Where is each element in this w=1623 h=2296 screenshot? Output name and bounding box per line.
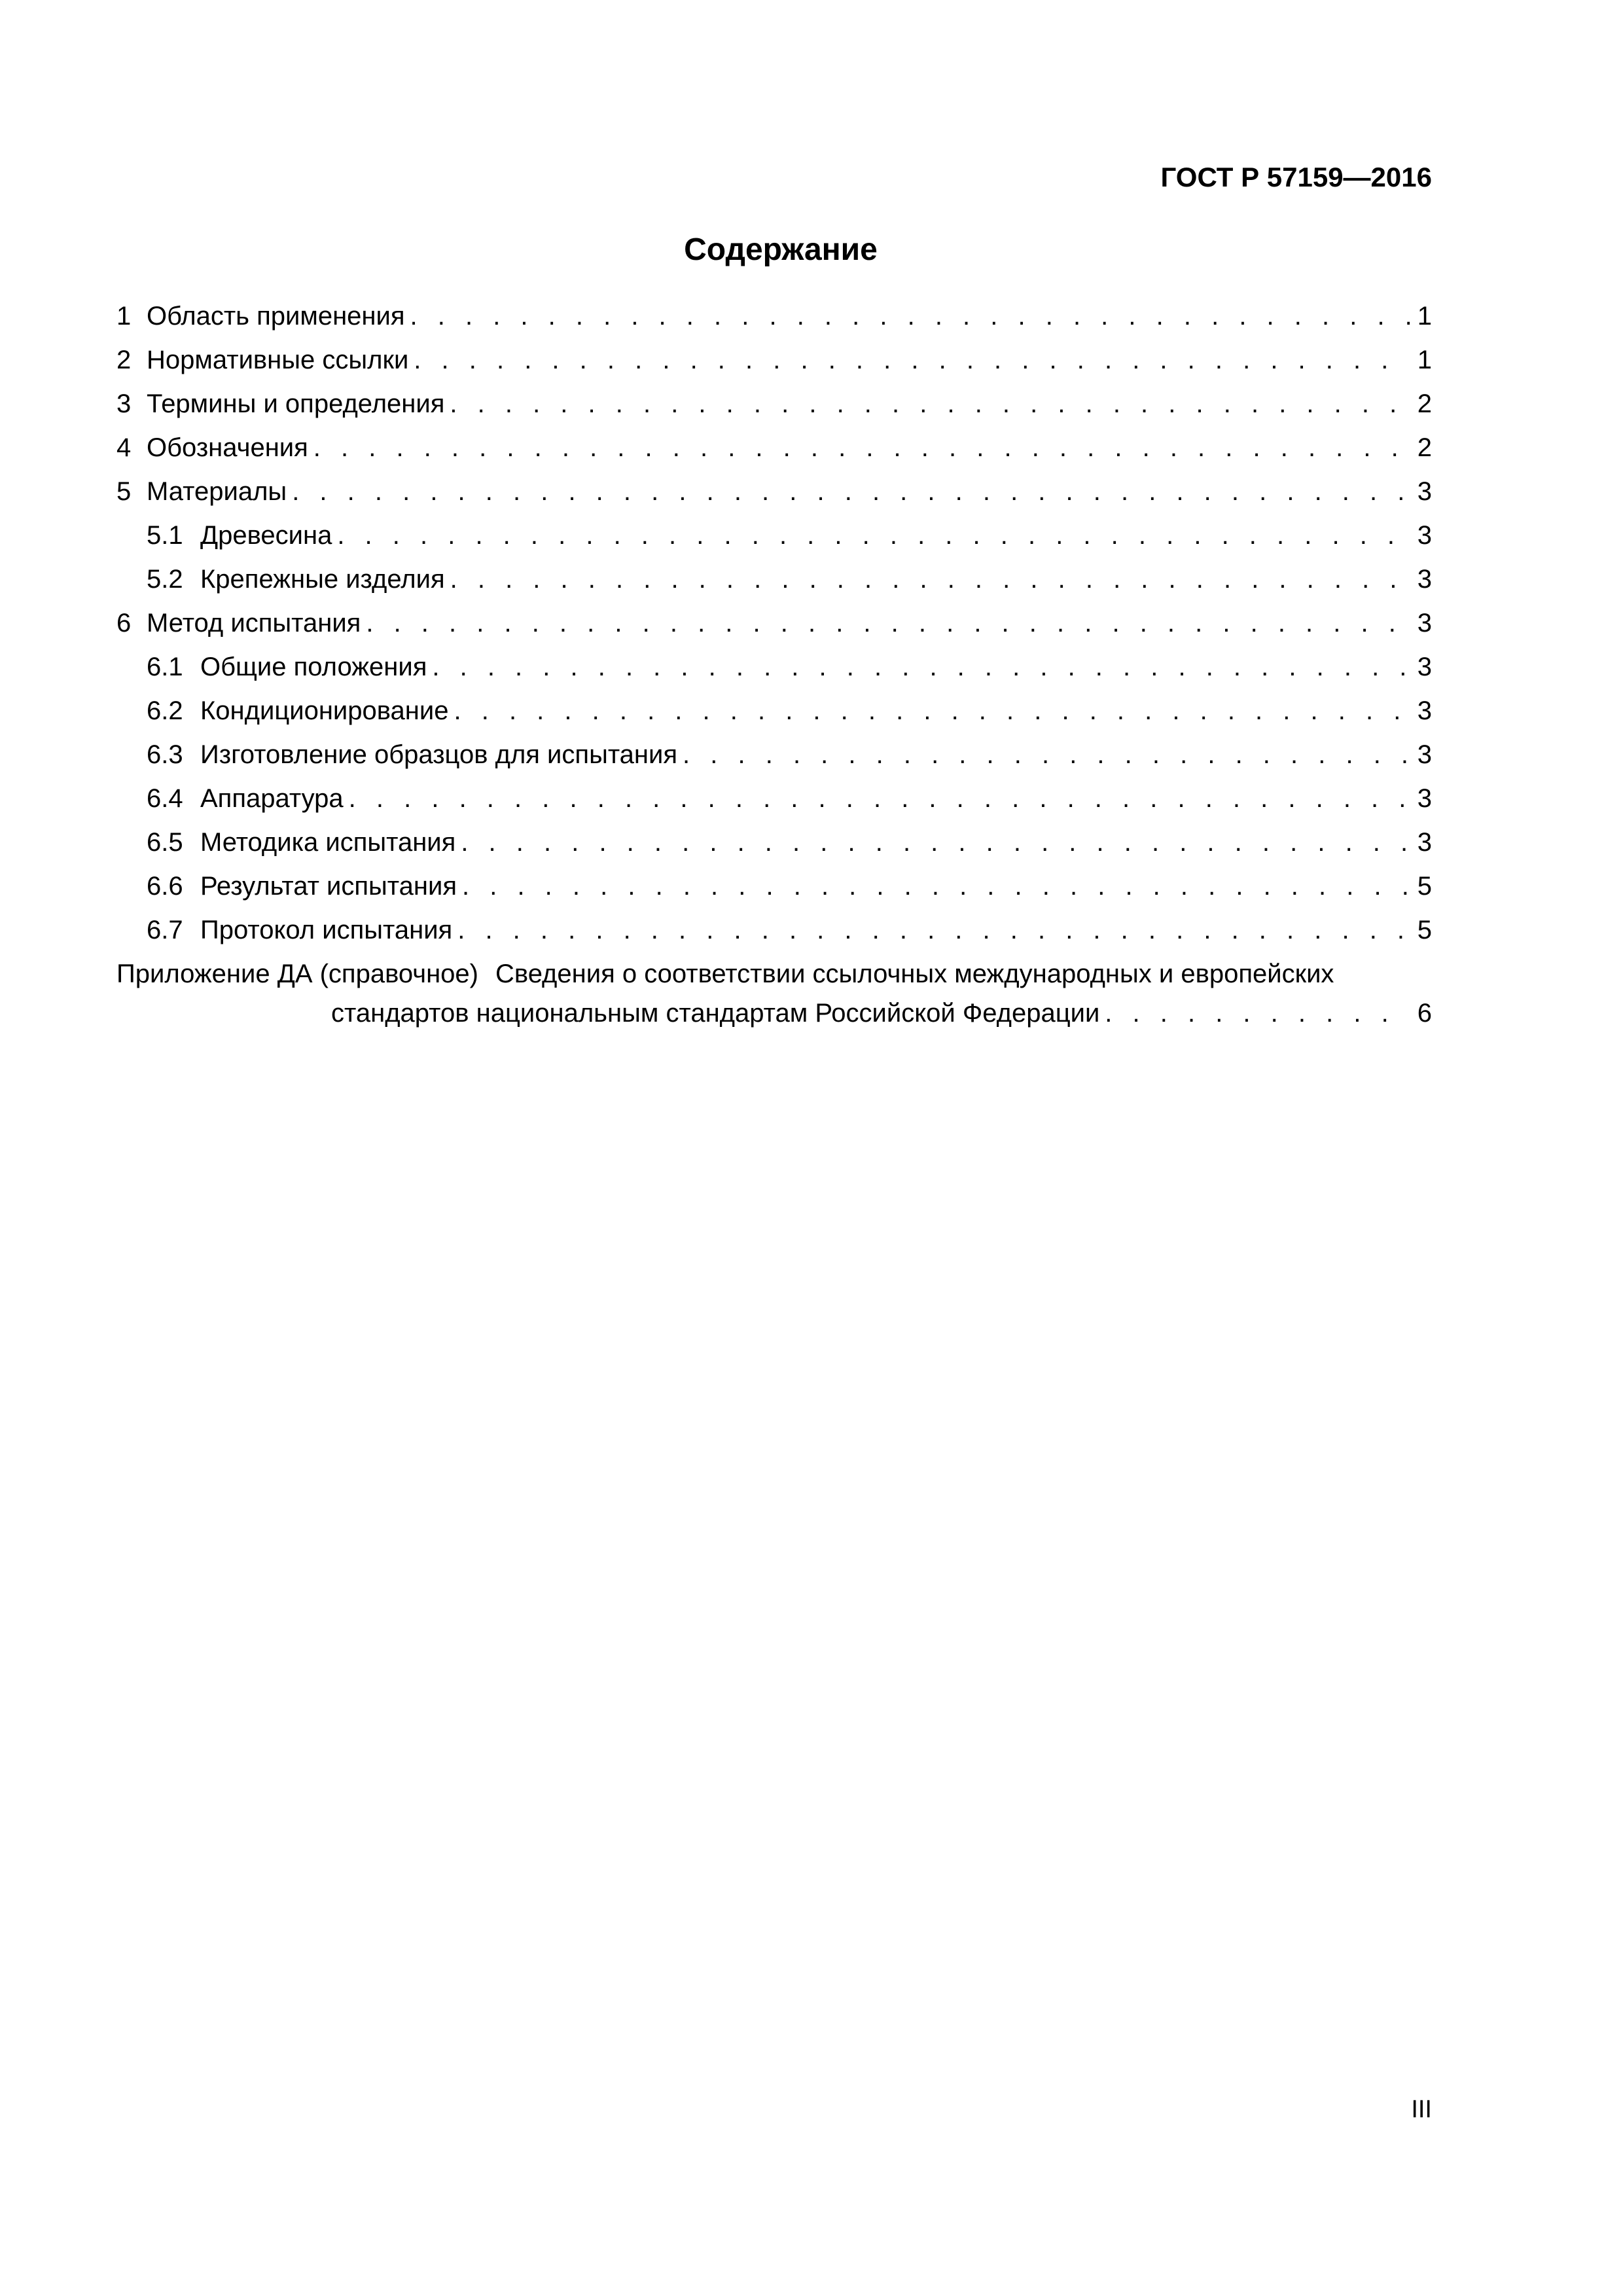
dot-leader bbox=[1105, 997, 1410, 1030]
toc-entry-number: 6.3 bbox=[147, 740, 183, 769]
toc-entry-title: Обозначения bbox=[147, 433, 308, 462]
dot-leader bbox=[450, 563, 1411, 596]
toc-entry-title: Кондиционирование bbox=[200, 696, 449, 725]
toc-entry-title: Общие положения bbox=[200, 653, 427, 681]
toc-appendix-continuation[interactable] bbox=[116, 997, 1432, 1036]
toc-entry-number: 1 bbox=[116, 302, 132, 331]
toc-entry-page: 3 bbox=[1417, 784, 1432, 813]
page-number: III bbox=[1411, 2096, 1432, 2123]
toc-entry[interactable] bbox=[116, 431, 1432, 475]
toc-entry-title: Нормативные ссылки bbox=[147, 346, 409, 374]
dot-leader bbox=[462, 870, 1411, 903]
toc-entry-number: 6.6 bbox=[147, 872, 183, 901]
dot-leader bbox=[292, 475, 1411, 508]
appendix-label: Приложение ДА (справочное) bbox=[116, 960, 478, 988]
toc-subentry[interactable] bbox=[116, 870, 1432, 914]
appendix-title-line2: стандартов национальным стандартам Российской Федерации bbox=[331, 999, 1100, 1028]
toc-entry-page: 6 bbox=[1417, 999, 1432, 1028]
toc-entry-page: 3 bbox=[1417, 609, 1432, 637]
toc-entry[interactable] bbox=[116, 300, 1432, 344]
toc-entry-title: Метод испытания bbox=[147, 609, 361, 637]
dot-leader bbox=[432, 651, 1410, 683]
toc-entry-page: 3 bbox=[1417, 653, 1432, 681]
dot-leader bbox=[366, 607, 1410, 639]
toc-entry-page: 3 bbox=[1417, 740, 1432, 769]
dot-leader bbox=[414, 344, 1410, 376]
toc-subentry[interactable] bbox=[116, 738, 1432, 782]
toc-entry-page: 1 bbox=[1417, 302, 1432, 331]
toc-entry-title: Протокол испытания bbox=[200, 916, 453, 944]
toc-entry-page: 3 bbox=[1417, 477, 1432, 506]
toc-entry-number: 6 bbox=[116, 609, 132, 637]
toc-entry-number: 6.7 bbox=[147, 916, 183, 944]
toc-entry-number: 2 bbox=[116, 346, 132, 374]
toc-subentry[interactable] bbox=[116, 694, 1432, 738]
dot-leader bbox=[683, 738, 1411, 771]
toc-entry-page: 5 bbox=[1417, 872, 1432, 901]
toc-entry-title: Область применения bbox=[147, 302, 405, 331]
toc-entry-number: 6.1 bbox=[147, 653, 183, 681]
toc-entry-number: 4 bbox=[116, 433, 132, 462]
dot-leader bbox=[337, 519, 1410, 552]
toc-entry-page: 3 bbox=[1417, 521, 1432, 550]
dot-leader bbox=[457, 914, 1411, 946]
toc-subentry[interactable] bbox=[116, 519, 1432, 563]
toc-entry-page: 3 bbox=[1417, 565, 1432, 594]
toc-entry-page: 1 bbox=[1417, 346, 1432, 374]
toc-appendix-entry[interactable] bbox=[116, 958, 1432, 997]
dot-leader bbox=[450, 387, 1410, 420]
toc-entry-number: 6.4 bbox=[147, 784, 183, 813]
appendix-title-line1: Сведения о соответствии ссылочных международных и европейских bbox=[495, 960, 1334, 988]
document-code: ГОСТ Р 57159—2016 bbox=[1160, 162, 1432, 192]
toc-entry-title: Древесина bbox=[200, 521, 332, 550]
toc-entry[interactable] bbox=[116, 344, 1432, 387]
toc-entry-number: 6.2 bbox=[147, 696, 183, 725]
toc-subentry[interactable] bbox=[116, 563, 1432, 607]
toc-entry-number: 5 bbox=[116, 477, 132, 506]
dot-leader bbox=[349, 782, 1411, 815]
toc-subentry[interactable] bbox=[116, 914, 1432, 958]
toc-entry-page: 2 bbox=[1417, 389, 1432, 418]
toc-entry[interactable] bbox=[116, 475, 1432, 519]
table-of-contents bbox=[116, 300, 1432, 1036]
toc-subentry[interactable] bbox=[116, 651, 1432, 694]
toc-subentry[interactable] bbox=[116, 782, 1432, 826]
toc-entry-number: 5.2 bbox=[147, 565, 183, 594]
toc-entry-title: Аппаратура bbox=[200, 784, 344, 813]
toc-title: Содержание bbox=[684, 232, 878, 267]
toc-entry-number: 5.1 bbox=[147, 521, 183, 550]
toc-entry[interactable] bbox=[116, 607, 1432, 651]
toc-entry-number: 3 bbox=[116, 389, 132, 418]
toc-entry-title: Методика испытания bbox=[200, 828, 456, 857]
dot-leader bbox=[454, 694, 1410, 727]
toc-entry-page: 2 bbox=[1417, 433, 1432, 462]
toc-entry-title: Изготовление образцов для испытания bbox=[200, 740, 678, 769]
toc-entry-title: Материалы bbox=[147, 477, 287, 506]
toc-entry-title: Результат испытания bbox=[200, 872, 457, 901]
dot-leader bbox=[461, 826, 1410, 859]
toc-subentry[interactable] bbox=[116, 826, 1432, 870]
dot-leader bbox=[410, 300, 1411, 332]
toc-entry-title: Термины и определения bbox=[147, 389, 445, 418]
toc-entry-number: 6.5 bbox=[147, 828, 183, 857]
toc-entry-title: Крепежные изделия bbox=[200, 565, 445, 594]
toc-entry-page: 3 bbox=[1417, 828, 1432, 857]
dot-leader bbox=[313, 431, 1411, 464]
toc-entry[interactable] bbox=[116, 387, 1432, 431]
toc-entry-page: 3 bbox=[1417, 696, 1432, 725]
toc-entry-page: 5 bbox=[1417, 916, 1432, 944]
